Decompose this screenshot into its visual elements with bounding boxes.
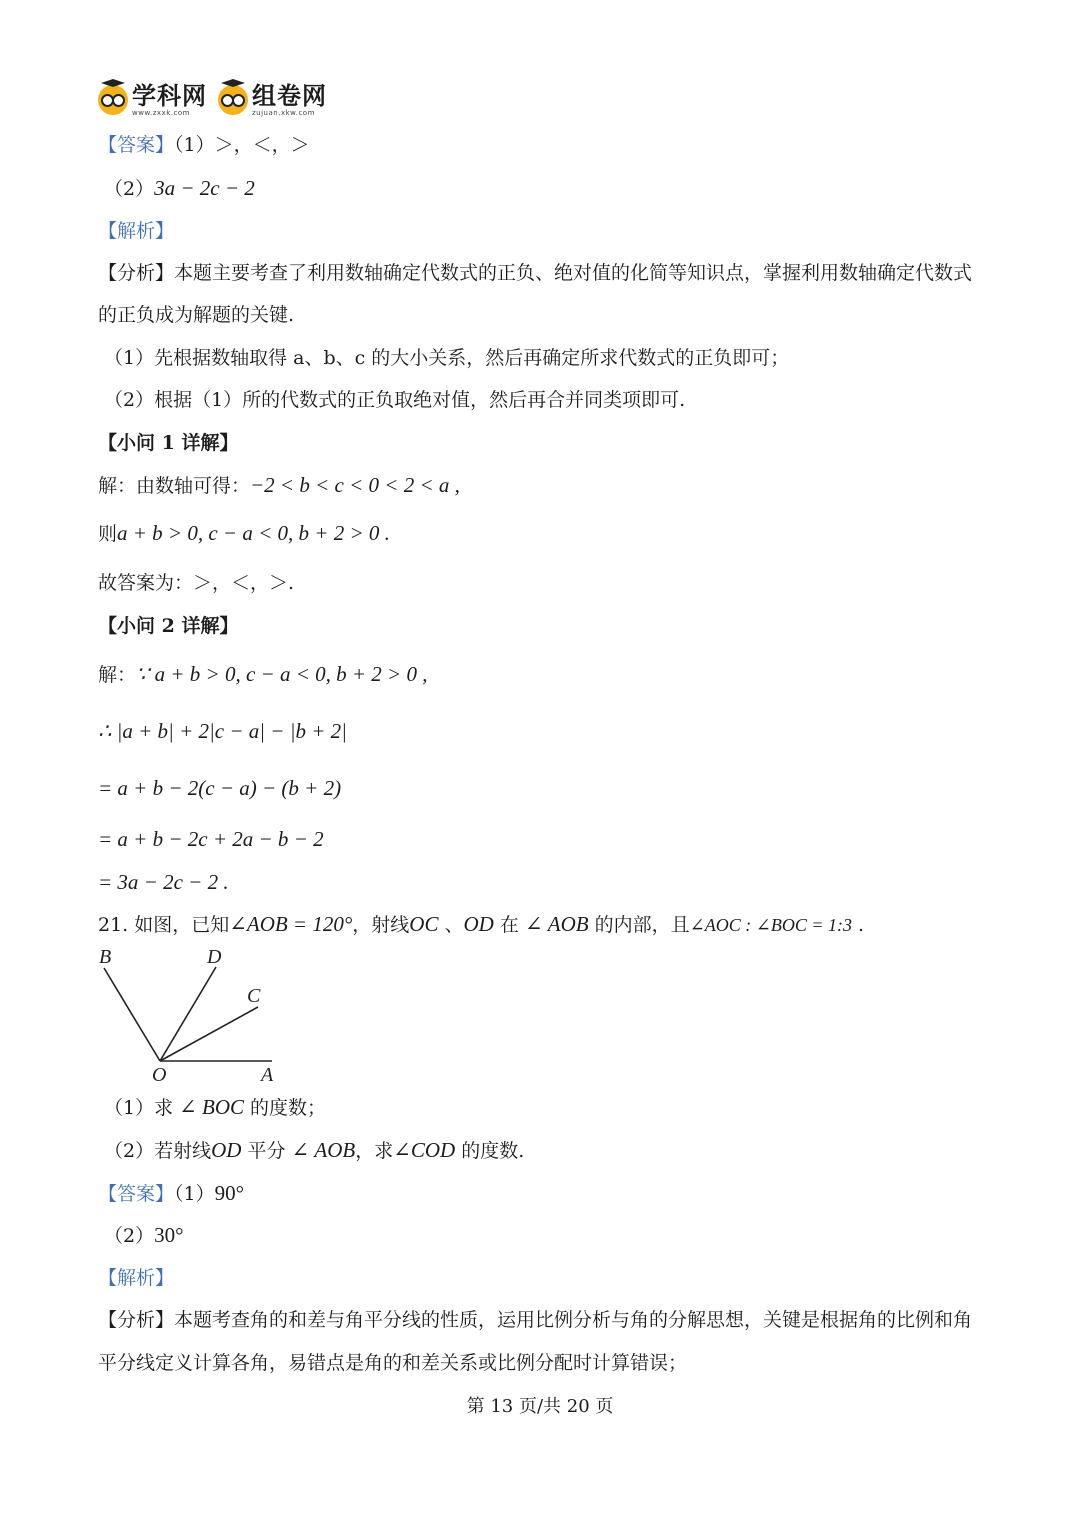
solution-text: 故答案为：＞，＜，＞. <box>98 572 295 594</box>
sub-text: （1）求 <box>104 1097 180 1119</box>
sub-text: ，求 <box>355 1140 394 1162</box>
analysis-tag: 【解析】 <box>98 1267 175 1289</box>
q21-sub2 <box>104 1137 524 1164</box>
math-expression: ∵ a + b > 0, c − a < 0, b + 2 > 0 , <box>136 662 428 686</box>
math-expression: = a + b − 2(c − a) − (b + 2) <box>98 776 342 800</box>
label-a: A <box>261 1064 274 1086</box>
ray-od <box>160 967 216 1061</box>
q21-sub1 <box>104 1094 326 1121</box>
sub-text: 平分 <box>241 1140 292 1162</box>
q21-answer-line2 <box>104 1222 184 1249</box>
math-expression: ∴ |a + b| + 2|c − a| − |b + 2| <box>98 719 347 743</box>
math-expression: = a + b − 2c + 2a − b − 2 <box>98 827 324 851</box>
math-expression: ∠ AOB <box>524 912 589 936</box>
stem-text: 、 <box>438 914 464 936</box>
stem-text: . <box>851 914 865 936</box>
solution-text: 解： <box>98 664 137 686</box>
analysis-tag: 【解析】 <box>98 220 175 242</box>
analysis-text: 【分析】本题主要考查了利用数轴确定代数式的正负、绝对值的化简等知识点，掌握利用数轴确定代数式 <box>98 262 973 284</box>
answer-value: 30° <box>154 1223 184 1247</box>
analysis-text: 【分析】本题考查角的和差与角平分线的性质，运用比例分析与角的分解思想，关键是根据角的比例和角 <box>98 1309 973 1331</box>
page-number: 第 13 页/共 20 页 <box>466 1396 614 1417</box>
solution-text: 解：由数轴可得： <box>98 475 251 497</box>
logo-zxxk <box>98 80 207 120</box>
sub-text: （2）若射线 <box>104 1140 212 1162</box>
stem-text: 的内部，且 <box>588 914 690 936</box>
owl-logo-icon <box>98 85 128 115</box>
part-title: 【小问 2 详解】 <box>98 615 239 637</box>
math-expression: 3a − 2c − 2 <box>154 176 255 200</box>
angle-figure <box>90 940 290 1090</box>
q21-stem <box>98 911 864 938</box>
label-c: C <box>247 985 261 1007</box>
answer-text: （1）＞，＜，＞ <box>174 134 310 156</box>
logo-zxxk-name: 学科网 <box>132 82 207 110</box>
owl-logo-icon <box>218 85 248 115</box>
label-d: D <box>207 946 222 968</box>
logo-zujuan-name: 组卷网 <box>252 82 327 110</box>
stem-text: 21. 如图，已知 <box>98 914 230 936</box>
label-o: O <box>152 1064 167 1086</box>
stem-text: 在 <box>493 914 525 936</box>
answer-prefix: （2） <box>104 178 155 200</box>
answer-tag: 【答案】 <box>98 134 175 156</box>
analysis-text: 平分线定义计算各角，易错点是角的和差关系或比例分配时计算错误； <box>98 1352 688 1374</box>
answer-prefix: （2） <box>104 1225 155 1247</box>
analysis-step: （2）根据（1）所的代数式的正负取绝对值，然后再合并同类项即可. <box>104 389 686 411</box>
math-expression: = 3a − 2c − 2 . <box>98 870 229 894</box>
q20-answer-line1 <box>98 132 310 158</box>
sub-text: 的度数. <box>455 1140 525 1162</box>
math-expression: −2 < b < c < 0 < 2 < a , <box>250 473 460 497</box>
math-expression: OD <box>463 912 494 936</box>
analysis-step: （1）先根据数轴取得 a、b、c 的大小关系，然后再确定所求代数式的正负即可； <box>104 347 790 369</box>
logo-zujuan-url: zujuan.xkw.com <box>252 109 315 117</box>
math-expression: ∠AOC : ∠BOC = 1:3 <box>689 915 852 935</box>
math-expression: ∠ BOC <box>179 1095 244 1119</box>
math-expression: ∠AOB = 120° <box>229 912 353 936</box>
label-b: B <box>99 946 112 968</box>
logo-zujuan <box>218 80 327 120</box>
math-expression: OC <box>409 912 439 936</box>
q21-answer-line1 <box>98 1180 244 1207</box>
math-expression: a + b > 0, c − a < 0, b + 2 > 0 . <box>117 521 390 545</box>
analysis-text: 的正负成为解题的关键. <box>98 304 295 326</box>
answer-tag: 【答案】 <box>98 1183 175 1205</box>
sub-text: 的度数； <box>244 1097 327 1119</box>
solution-line <box>98 520 390 547</box>
answer-value: 90° <box>214 1181 245 1205</box>
logo-zxxk-url: www.zxxk.com <box>132 109 190 117</box>
solution-line <box>98 661 427 688</box>
ray-ob <box>104 968 160 1061</box>
answer-prefix: （1） <box>174 1183 215 1205</box>
ray-oc <box>160 1007 258 1061</box>
part-title: 【小问 1 详解】 <box>98 432 239 454</box>
math-expression: ∠COD <box>393 1138 456 1162</box>
math-expression: ∠ AOB <box>291 1138 356 1162</box>
solution-text: 则 <box>98 523 118 545</box>
math-expression: OD <box>211 1138 242 1162</box>
stem-text: ，射线 <box>352 914 410 936</box>
q20-answer-line2 <box>104 175 255 202</box>
solution-line <box>98 472 460 499</box>
